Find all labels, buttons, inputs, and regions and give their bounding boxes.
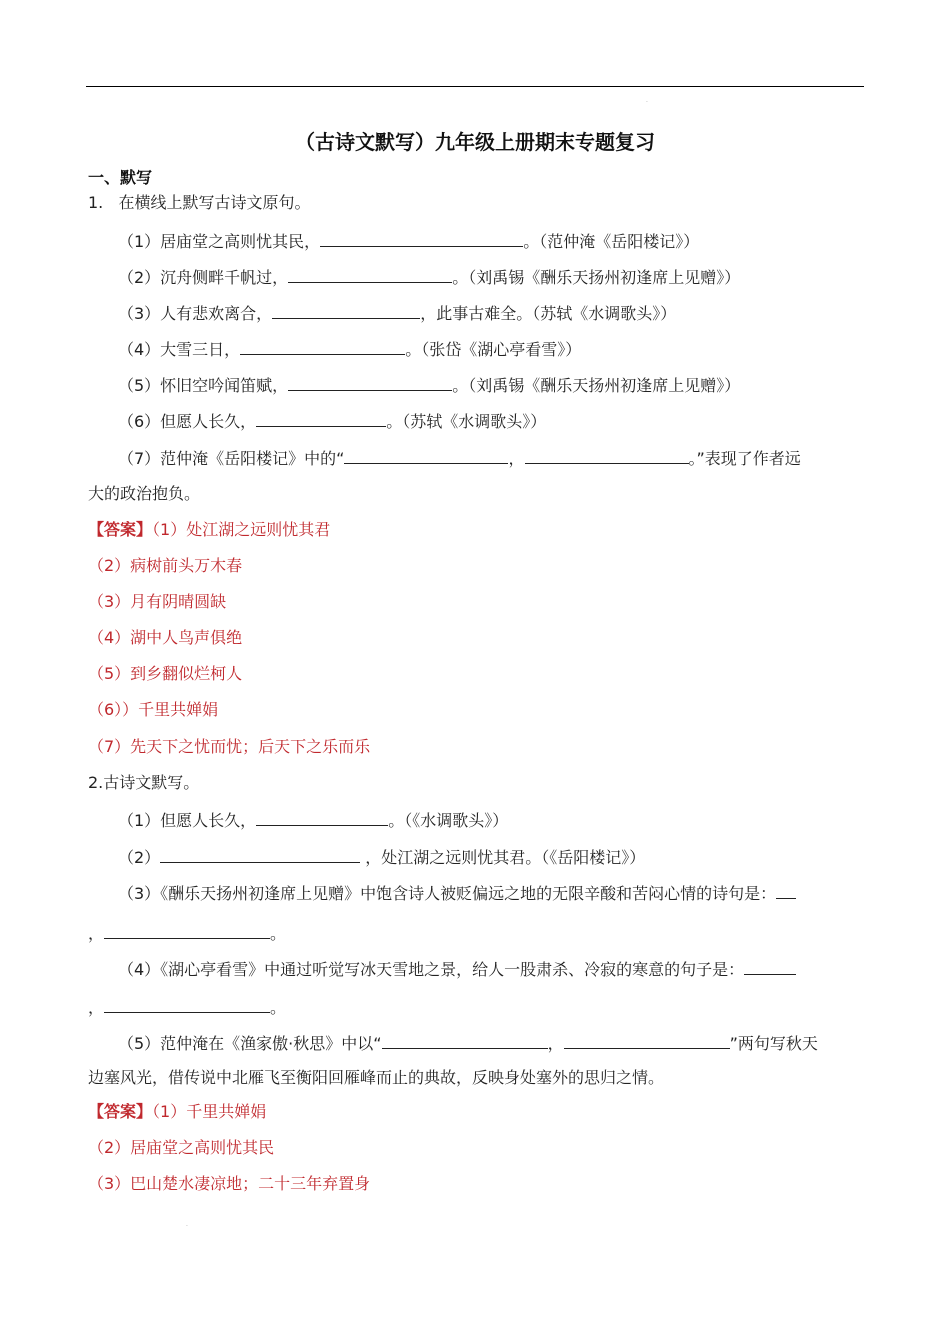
answer-text: （6））千里共婵娟 [88,700,219,719]
item-text: 。 [270,924,287,943]
item-text: （4）大雪三日， [118,340,241,359]
answer-text: （1）处江湖之远则忧其君 [152,520,331,539]
answer-blank[interactable] [525,445,689,464]
answer-text: （3）月有阴晴圆缺 [88,592,227,611]
item-text: （6）但愿人长久， [118,412,257,431]
answer-blank[interactable] [382,1030,548,1049]
item-text: ， [88,924,105,943]
fill-item [118,844,645,870]
fill-item [118,956,796,982]
answer-blank[interactable] [744,956,796,975]
fill-item [118,807,508,833]
item-text: （5）怀旧空吟闻笛赋， [118,376,289,395]
answer-blank[interactable] [288,372,452,391]
item-source: 。（刘禹锡《酬乐天扬州初逢席上见赠》） [452,376,741,395]
fill-item [118,264,740,290]
item-text: （5）范仲淹在《渔家傲·秋思》中以“ [118,1034,382,1053]
answer-label: 【答案】 [88,520,153,539]
answer-blank[interactable] [776,880,796,899]
answer-blank[interactable] [240,336,405,355]
answer-label: 【答案】 [88,1102,153,1121]
page-title: （古诗文默写）九年级上册期末专题复习 [295,130,655,154]
item-text: （4）《湖心亭看雪》中通过听觉写冰天雪地之景，给人一股肃杀、冷寂的寒意的句子是： [118,960,745,979]
fill-item [118,300,676,326]
answer-text: （2）病树前头万木春 [88,556,243,575]
answer-blank[interactable] [272,300,420,319]
item-source: 。（张岱《湖心亭看雪》） [405,340,582,359]
question-number: 1. [88,193,104,212]
item-text: 。”表现了作者远 [688,449,801,468]
item-text: （1）居庙堂之高则忧其民， [118,232,321,251]
answer-blank[interactable] [320,228,523,247]
scan-dot: . [646,97,648,104]
item-text: ”两句写秋天 [729,1034,818,1053]
item-source: 。（苏轼《水调歌头》） [386,412,547,431]
answer-blank[interactable] [344,445,508,464]
answer-blank[interactable] [564,1030,730,1049]
item-text: （1）但愿人长久， [118,811,257,830]
item-text: （3）《酬乐天扬州初逢席上见赠》中饱含诗人被贬偏远之地的无限辛酸和苦闷心情的诗句是： [118,884,777,903]
answer-blank[interactable] [256,408,386,427]
fill-item [118,880,796,906]
item-text: ， [547,1034,564,1053]
item-source: 。（范仲淹《岳阳楼记》） [523,232,700,251]
item-text: （2）沉舟侧畔千帆过， [118,268,289,287]
answer-text: （7）先天下之忧而忧；后天下之乐而乐 [88,737,371,756]
fill-item [118,372,740,398]
item-continuation: 边塞风光，借传说中北雁飞至衡阳回雁峰而止的典故，反映身处塞外的思归之情。 [88,1068,665,1087]
question-prompt: 古诗文默写。 [103,773,200,792]
item-text: 。 [270,998,287,1017]
fill-item [118,336,581,362]
item-text: （2） [118,848,161,867]
answer-blank[interactable] [288,264,452,283]
fill-item [118,228,699,254]
answer-blank[interactable] [104,920,270,939]
question-prompt: 在横线上默写古诗文原句。 [118,193,311,212]
answer-blank[interactable] [104,994,270,1013]
item-continuation [88,920,286,946]
item-source: 。（刘禹锡《酬乐天扬州初逢席上见赠》） [452,268,741,287]
item-text: （7）范仲淹《岳阳楼记》中的“ [118,449,345,468]
fill-item [118,445,801,471]
fill-item [118,408,546,434]
question-number: 2. [88,773,104,792]
answer-text: （1）千里共婵娟 [152,1102,267,1121]
answer-line [88,518,330,542]
question-1 [88,191,311,215]
item-text: ， [88,998,105,1017]
answer-text: （2）居庙堂之高则忧其民 [88,1138,275,1157]
header-rule [86,86,864,87]
answer-text: （3）巴山楚水凄凉地；二十三年弃置身 [88,1174,371,1193]
answer-blank[interactable] [160,844,360,863]
item-text: （3）人有悲欢离合， [118,304,273,323]
answer-blank[interactable] [256,807,388,826]
answer-line [88,1100,266,1124]
fill-item [118,1030,818,1056]
scan-dot: . [186,1221,188,1228]
question-2 [88,771,199,795]
item-source: ，处江湖之远则忧其君。（《岳阳楼记》） [365,848,646,867]
item-source: ，此事古难全。（苏轼《水调歌头》） [420,304,677,323]
item-source: 。（《水调歌头》） [388,811,509,830]
item-text: ， [508,449,525,468]
item-continuation: 大的政治抱负。 [88,484,201,503]
answer-text: （4）湖中人鸟声俱绝 [88,628,243,647]
answer-text: （5）到乡翻似烂柯人 [88,664,243,683]
section-heading: 一、默写 [88,168,153,187]
item-continuation [88,994,286,1020]
